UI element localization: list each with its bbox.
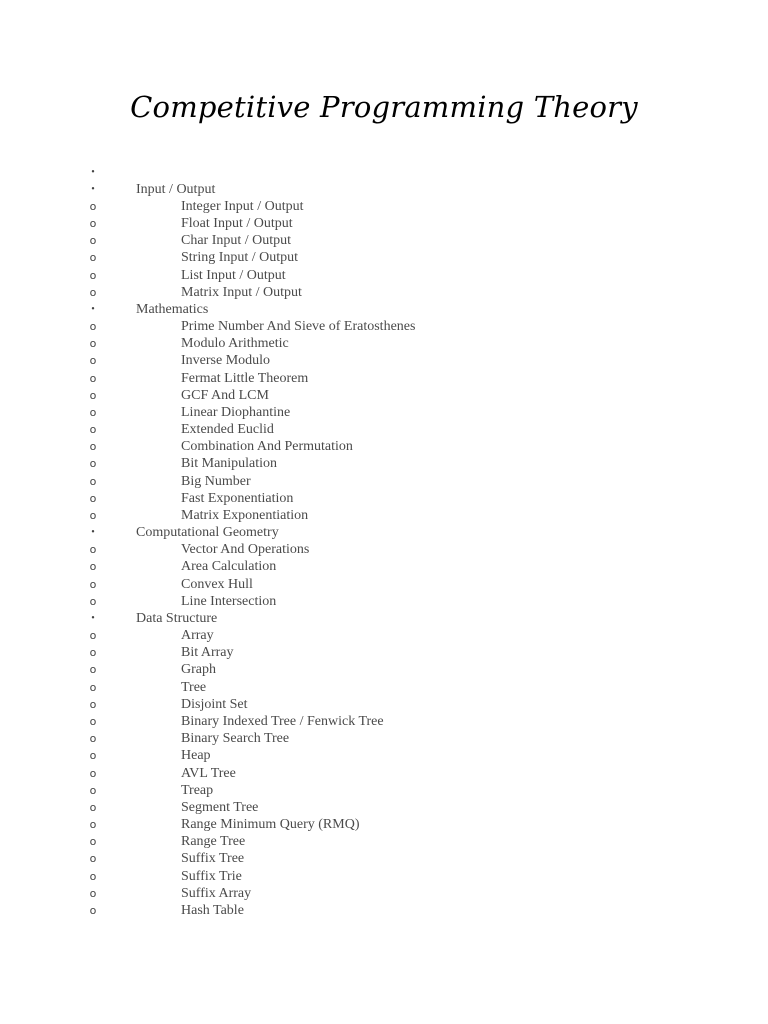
outline-section [0, 301, 768, 318]
bullet-circle-icon: o [89, 663, 97, 677]
bullet-circle-icon: o [89, 852, 97, 866]
outline-subitem [0, 232, 768, 249]
section-label: Input / Output [136, 181, 216, 197]
outline-subitem [0, 833, 768, 850]
outline-section [0, 610, 768, 627]
outline-subitem [0, 473, 768, 490]
bullet-circle-icon: o [89, 749, 97, 763]
subitem-label: String Input / Output [181, 250, 299, 266]
bullet-circle-icon: o [89, 491, 97, 505]
outline-subitem [0, 730, 768, 747]
bullet-disc-icon: • [91, 183, 95, 195]
page-title: Competitive Programming Theory [130, 90, 638, 124]
subitem-label: Vector And Operations [181, 542, 310, 558]
bullet-circle-icon: o [89, 886, 97, 900]
subitem-label: Range Tree [181, 834, 246, 850]
subitem-label: Tree [181, 679, 207, 695]
bullet-circle-icon: o [89, 903, 97, 917]
outline-subitem [0, 541, 768, 558]
subitem-label: Extended Euclid [181, 422, 274, 438]
outline-subitem [0, 490, 768, 507]
subitem-label: Disjoint Set [181, 696, 248, 712]
outline-subitem [0, 661, 768, 678]
topic-outline [0, 164, 768, 920]
subitem-label: AVL Tree [181, 765, 236, 781]
bullet-circle-icon: o [89, 337, 97, 351]
outline-subitem [0, 558, 768, 575]
subitem-label: Hash Table [181, 902, 244, 918]
subitem-label: Prime Number And Sieve of Eratosthenes [181, 319, 416, 335]
subitem-label: GCF And LCM [181, 387, 269, 403]
subitem-label: Suffix Array [181, 885, 252, 901]
subitem-label: Convex Hull [181, 576, 253, 592]
outline-subitem [0, 782, 768, 799]
outline-subitem [0, 593, 768, 610]
subitem-label: Char Input / Output [181, 233, 292, 249]
outline-subitem [0, 765, 768, 782]
outline-subitem [0, 713, 768, 730]
outline-subitem [0, 249, 768, 266]
bullet-circle-icon: o [89, 715, 97, 728]
outline-subitem [0, 902, 768, 919]
bullet-circle-icon: o [89, 440, 97, 454]
subitem-label: Suffix Tree [181, 851, 245, 867]
outline-subitem [0, 370, 768, 387]
outline-subitem [0, 455, 768, 472]
subitem-label: List Input / Output [181, 267, 286, 283]
bullet-circle-icon: o [89, 285, 97, 299]
outline-subitem [0, 885, 768, 902]
subitem-label: Linear Diophantine [181, 404, 291, 420]
outline-section [0, 164, 768, 181]
outline-subitem [0, 679, 768, 696]
outline-subitem [0, 215, 768, 232]
bullet-circle-icon: o [89, 199, 97, 213]
bullet-circle-icon: o [89, 354, 97, 368]
subitem-label: Bit Array [181, 645, 234, 661]
outline-subitem [0, 352, 768, 369]
outline-subitem [0, 799, 768, 816]
outline-subitem [0, 404, 768, 421]
bullet-circle-icon: o [89, 560, 97, 574]
subitem-label: Modulo Arithmetic [181, 336, 289, 352]
subitem-label: Range Minimum Query (RMQ) [181, 817, 360, 833]
bullet-circle-icon: o [89, 818, 97, 832]
bullet-circle-icon: o [89, 732, 97, 746]
bullet-circle-icon: o [89, 629, 97, 643]
bullet-circle-icon: o [89, 835, 97, 849]
outline-subitem [0, 284, 768, 301]
bullet-circle-icon: o [89, 423, 97, 437]
subitem-label: Array [181, 628, 214, 644]
subitem-label: Fermat Little Theorem [181, 370, 309, 386]
subitem-label: Graph [181, 662, 216, 678]
section-label: Data Structure [136, 610, 218, 626]
subitem-label: Float Input / Output [181, 216, 293, 232]
bullet-circle-icon: o [89, 646, 97, 660]
subitem-label: Heap [181, 748, 211, 764]
bullet-disc-icon: • [91, 612, 95, 624]
bullet-circle-icon: o [89, 800, 97, 814]
outline-subitem [0, 438, 768, 455]
bullet-circle-icon: o [89, 251, 97, 265]
subitem-label: Matrix Exponentiation [181, 507, 309, 523]
subitem-label: Bit Manipulation [181, 456, 278, 472]
bullet-circle-icon: o [89, 869, 97, 883]
bullet-circle-icon: o [89, 594, 97, 608]
bullet-circle-icon: o [89, 577, 97, 591]
section-label: Mathematics [136, 301, 209, 317]
bullet-circle-icon: o [89, 388, 97, 402]
subitem-label: Segment Tree [181, 799, 259, 815]
subitem-label: Matrix Input / Output [181, 284, 302, 300]
bullet-circle-icon: o [89, 217, 97, 231]
bullet-circle-icon: o [89, 474, 97, 488]
outline-subitem [0, 747, 768, 764]
outline-section [0, 181, 768, 198]
section-label: Computational Geometry [136, 525, 279, 541]
bullet-circle-icon: o [89, 405, 97, 419]
bullet-disc-icon: • [91, 303, 95, 315]
subitem-label: Inverse Modulo [181, 353, 271, 369]
outline-subitem [0, 868, 768, 885]
bullet-circle-icon: o [89, 697, 97, 711]
subitem-label: Integer Input / Output [181, 198, 304, 214]
outline-subitem [0, 198, 768, 215]
bullet-circle-icon: o [89, 766, 97, 780]
subitem-label: Binary Search Tree [181, 731, 290, 747]
bullet-circle-icon: o [89, 783, 97, 797]
outline-subitem [0, 850, 768, 867]
outline-subitem [0, 387, 768, 404]
subitem-label: Line Intersection [181, 593, 277, 609]
outline-subitem [0, 507, 768, 524]
bullet-circle-icon: o [89, 680, 97, 694]
bullet-circle-icon: o [89, 543, 97, 557]
bullet-disc-icon: • [91, 527, 95, 539]
outline-subitem [0, 696, 768, 713]
subitem-label: Suffix Trie [181, 868, 242, 884]
outline-subitem [0, 816, 768, 833]
outline-subitem [0, 335, 768, 352]
outline-subitem [0, 644, 768, 661]
bullet-circle-icon: o [89, 320, 97, 334]
bullet-circle-icon: o [89, 508, 97, 522]
subitem-label: Binary Indexed Tree / Fenwick Tree [181, 714, 384, 729]
subitem-label: Area Calculation [181, 559, 277, 575]
outline-subitem [0, 267, 768, 284]
bullet-circle-icon: o [89, 457, 97, 471]
bullet-circle-icon: o [89, 371, 97, 385]
subitem-label: Big Number [181, 473, 251, 489]
outline-subitem [0, 318, 768, 335]
subitem-label: Treap [181, 782, 214, 798]
bullet-disc-icon: • [91, 166, 95, 178]
outline-subitem [0, 421, 768, 438]
outline-subitem [0, 627, 768, 644]
subitem-label: Combination And Permutation [181, 439, 353, 455]
bullet-circle-icon: o [89, 234, 97, 248]
bullet-circle-icon: o [89, 268, 97, 282]
outline-subitem [0, 576, 768, 593]
outline-section [0, 524, 768, 541]
subitem-label: Fast Exponentiation [181, 490, 294, 506]
